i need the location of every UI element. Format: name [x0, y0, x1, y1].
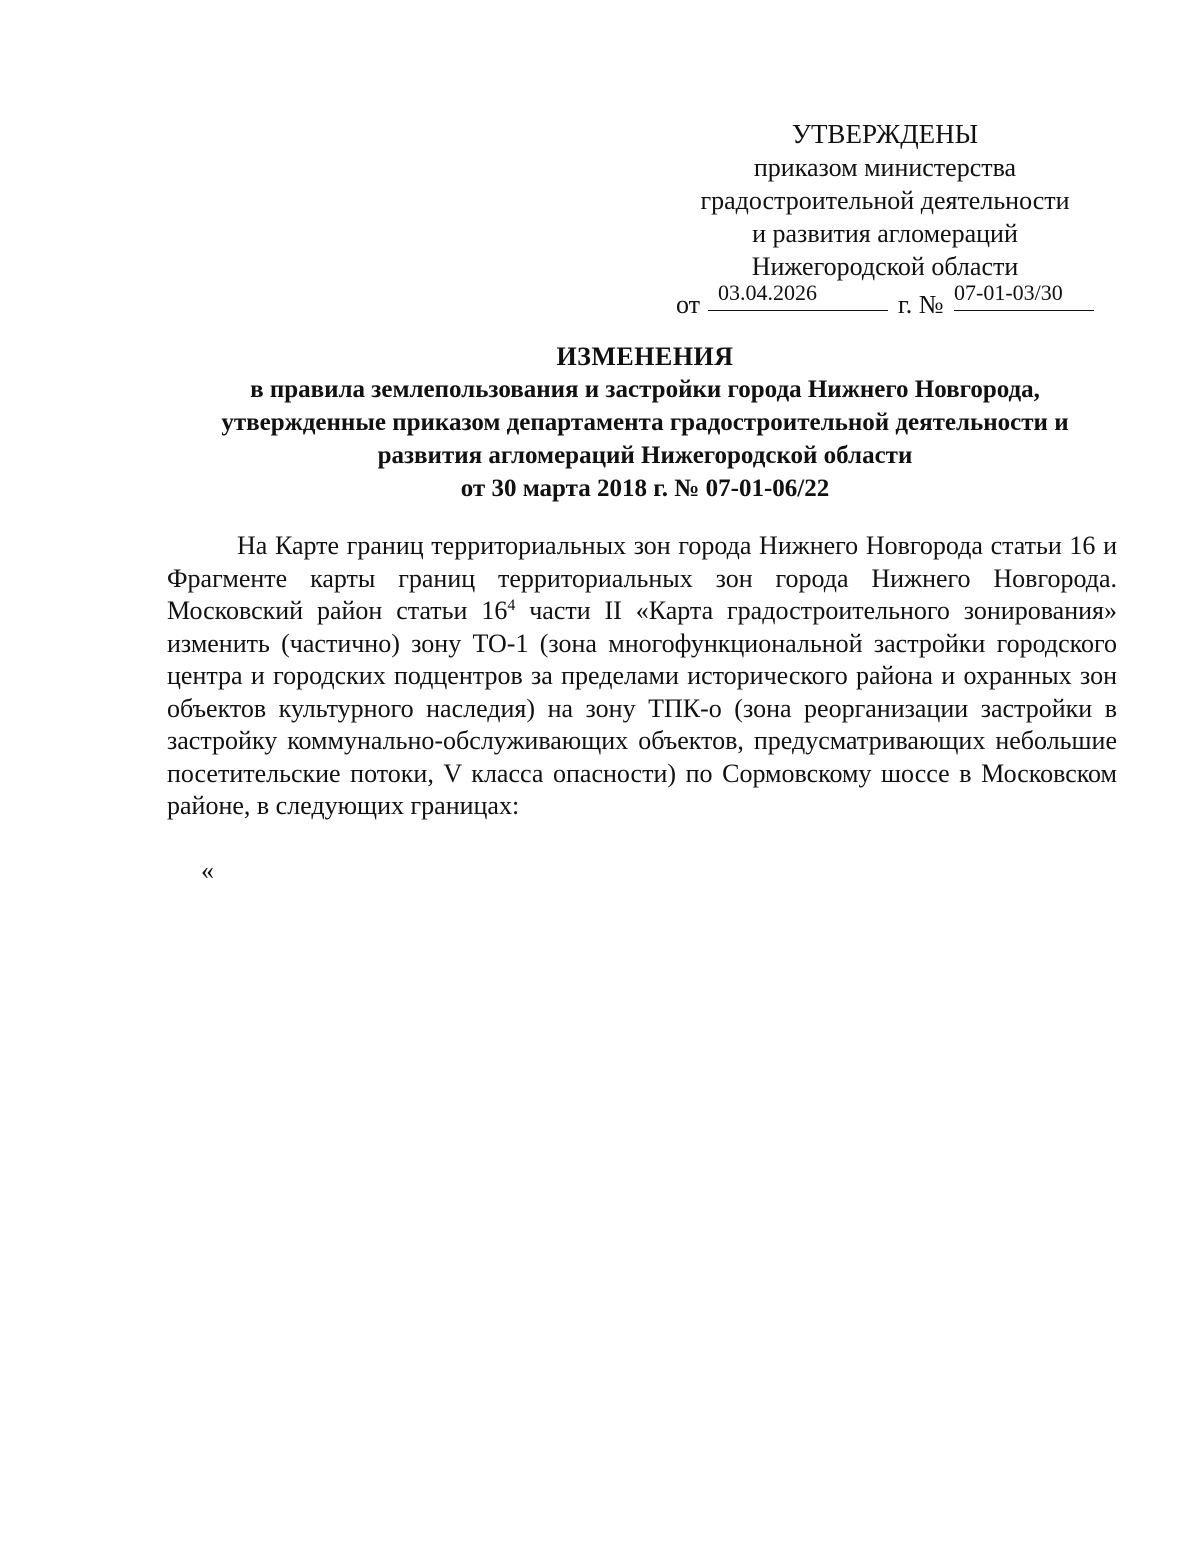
opening-quote-mark: « — [201, 856, 214, 885]
approval-date-line — [676, 282, 1106, 322]
body-text-part-1: На Карте границ территориальных зон города Нижнего Новгорода статьи 16 и Фрагменте карты границ территориальных зон города Нижнего Новгорода. Московский район статьи 16 — [167, 531, 1117, 625]
approval-heading: УТВЕРЖДЕНЫ — [791, 119, 979, 149]
date-value: 03.04.2026 — [718, 280, 817, 305]
title-line-2: утвержденные приказом департамента градостроительной деятельности и — [221, 409, 1069, 436]
title-line-3: развития агломераций Нижегородской области — [377, 442, 913, 469]
number-field — [954, 282, 1094, 311]
body-text-part-2: части II «Карта градостроительного зонирования» изменить (частично) зону ТО-1 (зона многофункциональной застройки городского центра и городских подцентров за пределами исторического района и охранных зон объектов культурного наследия) на зону ТПК-о (зона реорганизации застройки в застройку коммунально-обслуживающих объектов, предусматривающих небольшие посетительские потоки, V класса опасности) по Сормовскому шоссе в Московском районе, в следующих границах: — [167, 596, 1117, 820]
title-main: ИЗМЕНЕНИЯ — [556, 342, 734, 371]
date-prefix: от — [676, 290, 701, 319]
approval-line-2: градостроительной деятельности — [700, 186, 1070, 215]
body-paragraph — [167, 530, 1117, 823]
approval-line-3: и развития агломераций — [752, 219, 1018, 248]
title-line-4: от 30 марта 2018 г. № 07-01-06/22 — [460, 475, 830, 502]
document-title — [120, 340, 1170, 505]
approval-block — [640, 118, 1130, 283]
title-line-1: в правила землепользования и застройки города Нижнего Новгорода, — [250, 376, 1040, 403]
date-field — [708, 282, 888, 311]
number-prefix: г. № — [898, 290, 944, 319]
article-superscript: 4 — [507, 597, 516, 614]
approval-line-1: приказом министерства — [753, 153, 1017, 182]
number-value: 07-01-03/30 — [954, 280, 1063, 305]
approval-line-4: Нижегородской области — [751, 252, 1019, 281]
